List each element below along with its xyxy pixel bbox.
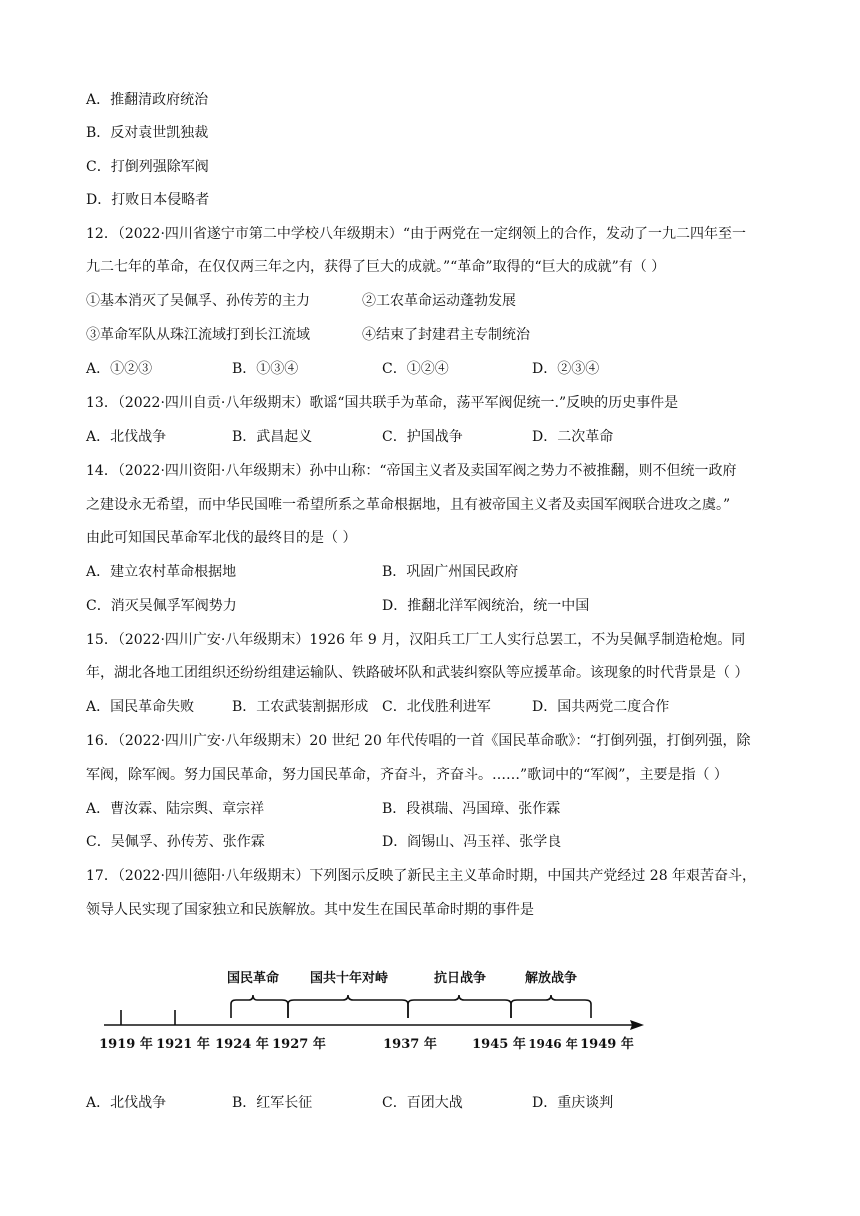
q13-option-a: A．北伐战争 (86, 429, 167, 445)
q12-stem-line1: 12．（2022·四川省遂宁市第二中学校八年级期末）“由于两党在一定纲领上的合作，发动了一九二四年至一 (86, 226, 747, 242)
q12-item-1: ①基本消灭了吴佩孚、孙传芳的主力 (86, 293, 310, 309)
year-label-1921: 1921 年 (156, 1037, 210, 1052)
period-label-liberation-war: 解放战争 (524, 971, 578, 986)
brace-anti-japanese-war (408, 995, 511, 1018)
q14-stem-line3: 由此可知国民革命军北伐的最终目的是（ ） (86, 530, 357, 546)
year-label-1946: 1946 年 (528, 1037, 578, 1051)
q14-option-b: B．巩固广州国民政府 (382, 564, 519, 580)
period-label-anti-japanese-war: 抗日战争 (433, 971, 487, 986)
q17-stem-line2: 领导人民实现了国家独立和民族解放。其中发生在国民革命时期的事件是 (86, 902, 534, 918)
q17-option-c: C．百团大战 (382, 1095, 463, 1111)
q17-option-d: D．重庆谈判 (532, 1095, 614, 1111)
brace-national-revolution (231, 995, 288, 1018)
q14-stem-line2: 之建设永无希望，而中华民国唯一希望所系之革命根据地，且有被帝国主义者及卖国军阀联合进攻之虞。” (86, 497, 731, 513)
q15-option-a: A．国民革命失败 (86, 699, 195, 715)
q14-stem-line1: 14．（2022·四川资阳·八年级期末）孙中山称：“帝国主义者及卖国军阀之势力不被推翻，则不但统一政府 (86, 463, 737, 479)
q13-option-c: C．护国战争 (382, 429, 463, 445)
axis-arrow-head (630, 1020, 644, 1030)
q12-option-c: C．①②④ (382, 361, 449, 377)
q13-stem: 13．（2022·四川自贡·八年级期末）歌谣“国共联手为革命，荡平军阀促统一.”反映的历史事件是 (86, 395, 679, 411)
q11-option-b: B．反对袁世凯独裁 (86, 125, 209, 141)
timeline-diagram (0, 960, 860, 1060)
period-label-national-revolution: 国民革命 (226, 971, 280, 986)
year-label-1945: 1945 年 (472, 1037, 526, 1052)
q17-option-b: B．红军长征 (232, 1095, 313, 1111)
q11-option-a: A．推翻清政府统治 (86, 92, 209, 108)
brace-ten-year-confrontation (288, 995, 408, 1018)
q15-stem-line1: 15．（2022·四川广安·八年级期末）1926 年 9 月，汉阳兵工厂工人实行总罢工，不为吴佩孚制造枪炮。同 (86, 632, 746, 648)
q12-stem-line2: 九二七年的革命，在仅仅两三年之内，获得了巨大的成就。”“革命”取得的“巨大的成就”有（ ） (86, 259, 666, 275)
q15-option-d: D．国共两党二度合作 (532, 699, 670, 715)
year-label-1949: 1949 年 (580, 1037, 634, 1052)
q12-item-4: ④结束了封建君主专制统治 (362, 327, 530, 343)
q16-option-c: C．吴佩孚、孙传芳、张作霖 (86, 834, 265, 850)
brace-liberation-war (511, 995, 591, 1018)
year-label-1927: 1927 年 (272, 1037, 326, 1052)
q16-stem-line1: 16．（2022·四川广安·八年级期末）20 世纪 20 年代传唱的一首《国民革命歌》：“打倒列强，打倒列强，除 (86, 733, 751, 749)
q17-stem-line1: 17．（2022·四川德阳·八年级期末）下列图示反映了新民主主义革命时期，中国共产党经过 28 年艰苦奋斗， (86, 868, 757, 884)
year-label-1937: 1937 年 (383, 1037, 437, 1052)
q16-option-d: D．阎锡山、冯玉祥、张学良 (382, 834, 562, 850)
q13-option-b: B．武昌起义 (232, 429, 313, 445)
q16-option-a: A．曹汝霖、陆宗舆、章宗祥 (86, 801, 265, 817)
q12-item-3: ③革命军队从珠江流域打到长江流域 (86, 327, 310, 343)
q13-option-d: D．二次革命 (532, 429, 614, 445)
q12-option-b: B．①③④ (232, 361, 299, 377)
q14-option-a: A．建立农村革命根据地 (86, 564, 237, 580)
q14-option-d: D．推翻北洋军阀统治，统一中国 (382, 598, 590, 614)
q12-item-2: ②工农革命运动蓬勃发展 (362, 293, 516, 309)
year-label-1919: 1919 年 (99, 1037, 153, 1052)
q15-option-b: B．工农武装割据形成 (232, 699, 369, 715)
q11-option-d: D．打败日本侵略者 (86, 192, 210, 208)
q15-stem-line2: 年，湖北各地工团组织还纷纷组建运输队、铁路破坏队和武装纠察队等应援革命。该现象的时代背景是（ ） (86, 665, 749, 681)
q11-option-c: C．打倒列强除军阀 (86, 159, 209, 175)
q16-option-b: B．段祺瑞、冯国璋、张作霖 (382, 801, 561, 817)
period-label-ten-year-confrontation: 国共十年对峙 (309, 971, 389, 986)
year-label-1924: 1924 年 (215, 1037, 269, 1052)
q14-option-c: C．消灭吴佩孚军阀势力 (86, 598, 237, 614)
q17-option-a: A．北伐战争 (86, 1095, 167, 1111)
q12-option-a: A．①②③ (86, 361, 153, 377)
q12-option-d: D．②③④ (532, 361, 600, 377)
q15-option-c: C．北伐胜利进军 (382, 699, 491, 715)
q16-stem-line2: 军阀，除军阀。努力国民革命，努力国民革命，齐奋斗，齐奋斗。……”歌词中的“军阀”，主要是指（ ） (86, 767, 728, 783)
